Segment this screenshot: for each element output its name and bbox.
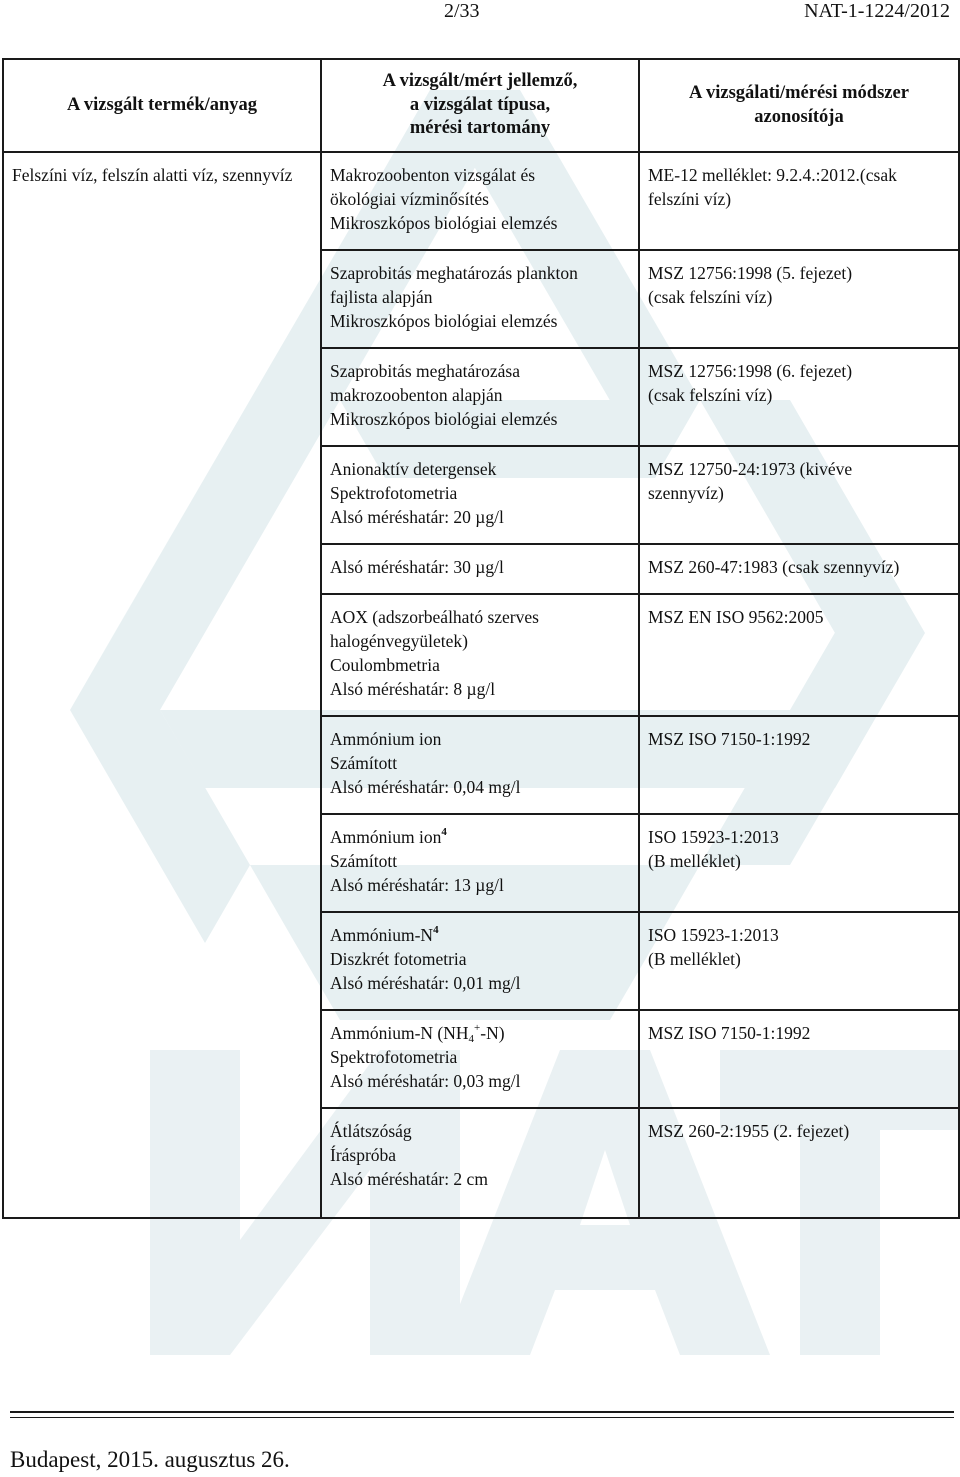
method-item [640,545,958,595]
list-item [322,447,638,545]
footer-rule [10,1411,954,1413]
page-number: 2/33 [444,0,480,22]
method-line: szennyvíz) [648,483,724,503]
header-method: A vizsgálati/mérési módszer azonosítója [639,59,959,152]
characteristic-line: Alsó méréshatár: 30 µg/l [330,557,504,577]
method-line: MSZ EN ISO 9562:2005 [648,607,824,627]
table-header-row [3,59,959,152]
method-line: ME-12 melléklet: 9.2.4.:2012.(csak [648,165,897,185]
method-line: (B melléklet) [648,851,741,871]
characteristic-line: Mikroszkópos biológiai elemzés [330,409,558,429]
characteristic-line: Alsó méréshatár: 0,03 mg/l [330,1071,521,1091]
footer-rule-thin [10,1417,954,1418]
characteristic-line: Számított [330,753,398,773]
characteristic-line: Szaprobitás meghatározása [330,361,520,381]
method-item [640,1109,958,1205]
method-item [640,1011,958,1109]
footer-place-date: Budapest, 2015. augusztus 26. [10,1447,290,1472]
method-item [640,349,958,447]
characteristic-line: Ammónium ion [330,729,442,749]
method-item [640,153,958,251]
list-item [322,251,638,349]
characteristic-line: Anionaktív detergensek [330,459,497,479]
characteristic-line: Alsó méréshatár: 8 µg/l [330,679,496,699]
product-cell [3,152,321,1218]
method-item [640,913,958,1011]
characteristic-line: Makrozoobenton vizsgálat és [330,165,536,185]
method-item [640,595,958,717]
characteristic-line: Spektrofotometria [330,1047,458,1067]
list-item [322,349,638,447]
header-characteristic: A vizsgált/mért jellemző, a vizsgálat típusa, mérési tartomány [321,59,639,152]
characteristic-line: Mikroszkópos biológiai elemzés [330,213,558,233]
method-item [640,447,958,545]
header-product: A vizsgált termék/anyag [3,59,321,152]
characteristic-line: makrozoobenton alapján [330,385,503,405]
list-item [322,913,638,1011]
product-name: Felszíni víz, felszín alatti víz, szennyvíz [12,165,293,185]
characteristic-line: fajlista alapján [330,287,433,307]
characteristic-line: Coulombmetria [330,655,440,675]
list-item [322,1109,638,1205]
method-item [640,815,958,913]
accreditation-table [2,58,960,1219]
list-item [322,595,638,717]
characteristic-line: Ammónium-N $(NH_4^+-N)$ [330,1022,505,1045]
method-line: MSZ 260-47:1983 (csak szennyvíz) [648,557,900,577]
method-line: MSZ 12750-24:1973 (kivéve [648,459,853,479]
page-header [0,0,960,28]
characteristic-line: Számított [330,851,398,871]
method-line: ISO 15923-1:2013 [648,925,779,945]
characteristic-line: Alsó méréshatár: 13 µg/l [330,875,504,895]
list-item [322,545,638,595]
characteristic-line: Alsó méréshatár: 20 µg/l [330,507,504,527]
list-item [322,153,638,251]
method-line: (B melléklet) [648,949,741,969]
characteristic-line: Alsó méréshatár: 0,04 mg/l [330,777,521,797]
method-line: felszíni víz) [648,189,732,209]
method-item [640,717,958,815]
method-line: MSZ ISO 7150-1:1992 [648,1023,811,1043]
document-code: NAT-1-1224/2012 [804,0,950,22]
characteristic-line: Szaprobitás meghatározás plankton [330,263,578,283]
characteristic-line: Diszkrét fotometria [330,949,467,969]
characteristic-line: Mikroszkópos biológiai elemzés [330,311,558,331]
characteristic-line: Átlátszóság [330,1121,412,1141]
characteristic-line: ökológiai vízminősítés [330,189,489,209]
method-cell [639,152,959,1218]
method-line: MSZ 12756:1998 (6. fejezet) [648,361,853,381]
method-line: MSZ 260-2:1955 (2. fejezet) [648,1121,850,1141]
characteristic-line: AOX (adszorbeálható szerves [330,607,539,627]
characteristic-cell [321,152,639,1218]
characteristic-line: Ammónium-$N^4$ [330,924,439,945]
characteristic-line: Spektrofotometria [330,483,458,503]
characteristic-line: halogénvegyületek) [330,631,469,651]
method-line: (csak felszíni víz) [648,287,773,307]
method-line: ISO 15923-1:2013 [648,827,779,847]
method-line: (csak felszíni víz) [648,385,773,405]
method-item [640,251,958,349]
list-item [322,1011,638,1109]
characteristic-line: Ammónium ion$^4$ [330,826,447,847]
list-item [322,717,638,815]
characteristic-line: Íráspróba [330,1145,397,1165]
characteristic-line: Alsó méréshatár: 0,01 mg/l [330,973,521,993]
method-line: MSZ ISO 7150-1:1992 [648,729,811,749]
characteristic-line: Alsó méréshatár: 2 cm [330,1169,488,1189]
list-item [322,815,638,913]
method-line: MSZ 12756:1998 (5. fejezet) [648,263,853,283]
table-body-row [3,152,959,1218]
